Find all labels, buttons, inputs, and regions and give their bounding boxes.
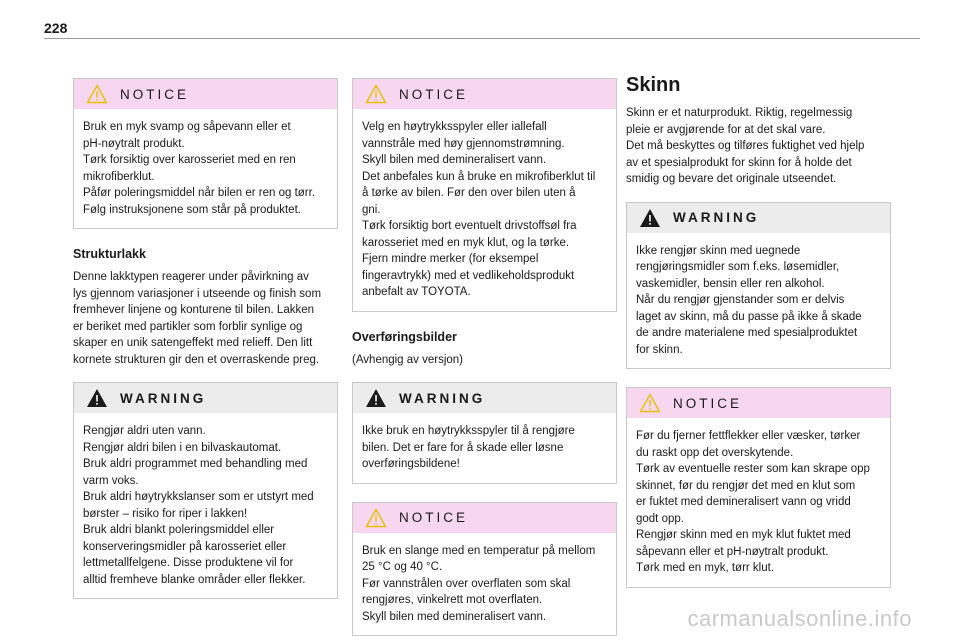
warning-body <box>627 233 890 369</box>
section-heading: Overføringsbilder <box>352 329 457 344</box>
notice-title: NOTICE <box>120 86 190 102</box>
column-1 <box>73 78 338 617</box>
warning-box <box>626 202 891 370</box>
text-line: varm voks. <box>83 474 139 487</box>
notice-box <box>626 387 891 588</box>
warning-box <box>352 382 617 484</box>
text-line: skaper en unik satengeffekt med relieff. Den litt <box>73 337 313 349</box>
text-line: rengjøringsmidler som f.eks. løsemidler, <box>636 261 840 273</box>
text-line: laget av skinn, må du passe på ikke å skade <box>636 310 862 323</box>
text-line: Bruk en slange med en temperatur på mellom <box>362 544 596 557</box>
warning-body <box>353 413 616 483</box>
notice-title: NOTICE <box>399 510 469 525</box>
text-line: Skyll bilen med demineralisert vann. <box>362 610 547 623</box>
page-number: 228 <box>44 20 68 36</box>
notice-title: NOTICE <box>399 86 469 102</box>
text-line: er beriket med partikler som forblir synlige og <box>73 320 303 333</box>
site-watermark: carmanualsonline.info <box>687 606 912 631</box>
text-line: 25 °C og 40 °C. <box>362 561 443 573</box>
text-line: Tørk forsiktig over karosseriet med en ren <box>83 154 296 166</box>
notice-body <box>353 533 616 636</box>
caution-triangle-icon <box>365 508 387 528</box>
notice-header <box>353 79 616 109</box>
text-line: anbefalt av TOYOTA. <box>362 286 471 298</box>
notice-header <box>627 388 890 418</box>
text-line: Det må beskyttes og tilføres fuktighet ved hjelp <box>626 140 865 152</box>
text-line: alltid fremheve blanke områder eller flekker. <box>83 573 306 586</box>
text-line: Følg instruksjonene som står på produktet. <box>83 203 301 216</box>
text-line: mikrofiberklut. <box>83 170 155 183</box>
text-line: Bruk en myk svamp og såpevann eller et <box>83 121 291 133</box>
text-line: rengjøres, vinkelrett mot overflaten. <box>362 594 543 606</box>
text-line: Bruk aldri blankt poleringsmiddel eller <box>83 524 275 536</box>
warning-header <box>74 383 337 413</box>
text-line: konserveringsmidler på karosseriet eller <box>83 540 287 553</box>
column-2 <box>352 78 617 640</box>
text-line: å tørke av bilen. Før den over bilen uten å <box>362 187 576 199</box>
text-line: karosseriet med en myk klut, og la tørke. <box>362 236 570 249</box>
text-line: Velg en høytrykksspyler eller iallefall <box>362 121 547 133</box>
paragraph <box>73 269 338 368</box>
text-line: Rengjør aldri bilen i en bilvaskautomat. <box>83 441 282 454</box>
text-line: Bruk aldri programmet med behandling med <box>83 458 308 470</box>
text-line: vaskemidler, bensin eller ren alkohol. <box>636 277 825 290</box>
text-line: børster – risiko for riper i lakken! <box>83 507 248 520</box>
section-heading: Skinn <box>626 74 681 96</box>
text-line: bilen. Det er fare for å skade eller løsne <box>362 441 564 454</box>
text-line: Rengjør skinn med en myk klut fuktet med <box>636 529 851 541</box>
column-3 <box>626 74 891 606</box>
notice-header <box>353 503 616 533</box>
caution-triangle-icon <box>639 393 661 413</box>
text-line: skinnet, før du rengjør det med en klut som <box>636 479 856 492</box>
warning-header <box>627 203 890 233</box>
text-line: Ikke rengjør skinn med uegnede <box>636 244 801 257</box>
header-divider <box>44 38 920 39</box>
text-line: pleie er avgjørende for at det skal vare. <box>626 123 826 136</box>
text-line: kornete strukturen gir den et overraskende preg. <box>73 353 320 366</box>
paragraph <box>626 105 891 188</box>
notice-box <box>352 502 617 637</box>
text-line: Denne lakktypen reagerer under påvirkning av <box>73 271 309 283</box>
text-line: Det anbefales kun å bruke en mikrofiberklut til <box>362 170 596 183</box>
text-line: Før vannstrålen over overflaten som skal <box>362 577 571 590</box>
text-line: fingeravtrykk) med et vedlikeholdsprodukt <box>362 269 575 282</box>
text-line: overføringsbildene! <box>362 458 460 470</box>
text-line: pH-nøytralt produkt. <box>83 137 185 150</box>
notice-body <box>74 109 337 228</box>
text-line: Rengjør aldri uten vann. <box>83 425 206 437</box>
text-line: du raskt opp det overskytende. <box>636 446 794 459</box>
warning-triangle-icon <box>639 208 661 228</box>
text-line: smidig og bevare det originale utseendet. <box>626 173 837 185</box>
text-line: Skyll bilen med demineralisert vann. <box>362 154 547 166</box>
notice-body <box>353 109 616 311</box>
notice-title: NOTICE <box>673 395 743 411</box>
text-line: Fjern mindre merker (for eksempel <box>362 253 539 265</box>
text-line: er fuktet med demineralisert vann og vridd <box>636 496 851 508</box>
text-line: de andre materialene med spesialproduktet <box>636 327 858 339</box>
text-line: lys gjennom variasjoner i utseende og finish som <box>73 287 322 300</box>
section-heading: Strukturlakk <box>73 247 146 261</box>
text-line: Når du rengjør gjenstander som er delvis <box>636 294 845 306</box>
text-line: Tørk forsiktig bort eventuelt drivstoffsøl fra <box>362 220 577 232</box>
text-line: vannstråle med høy gjennomstrømning. <box>362 137 565 150</box>
notice-box <box>73 78 338 229</box>
warning-header <box>353 383 616 413</box>
notice-box <box>352 78 617 312</box>
text-line: for skinn. <box>636 343 683 356</box>
text-line: Bruk aldri høytrykkslanser som er utstyrt med <box>83 491 314 503</box>
text-line: Tørk med en myk, tørr klut. <box>636 562 775 574</box>
text-line: Tørk av eventuelle rester som kan skrape opp <box>636 463 870 475</box>
warning-title: WARNING <box>673 210 760 225</box>
text-line: Ikke bruk en høytrykksspyler til å rengjøre <box>362 425 575 437</box>
text-line: såpevann eller et pH-nøytralt produkt. <box>636 545 829 558</box>
warning-box <box>73 382 338 599</box>
warning-body <box>74 413 337 598</box>
caution-triangle-icon <box>86 84 108 104</box>
text-line: lettmetallfelgene. Disse produktene vil for <box>83 557 294 569</box>
warning-triangle-icon <box>86 388 108 408</box>
text-line: gni. <box>362 203 381 216</box>
text-line: fremhever linjene og konturene til bilen. Lakken <box>73 304 315 316</box>
text-line: godt opp. <box>636 512 684 525</box>
version-note: (Avhengig av versjon) <box>352 353 464 366</box>
text-line: av et spesialprodukt for skinn for å holde det <box>626 156 852 169</box>
warning-title: WARNING <box>120 390 207 406</box>
warning-triangle-icon <box>365 388 387 408</box>
text-line: Før du fjerner fettflekker eller væsker, tørker <box>636 430 861 442</box>
notice-header <box>74 79 337 109</box>
warning-title: WARNING <box>399 390 486 406</box>
caution-triangle-icon <box>365 84 387 104</box>
text-line: Påfør poleringsmiddel når bilen er ren og tørr. <box>83 187 316 199</box>
notice-body <box>627 418 890 587</box>
text-line: Skinn er et naturprodukt. Riktig, regelmessig <box>626 107 853 119</box>
